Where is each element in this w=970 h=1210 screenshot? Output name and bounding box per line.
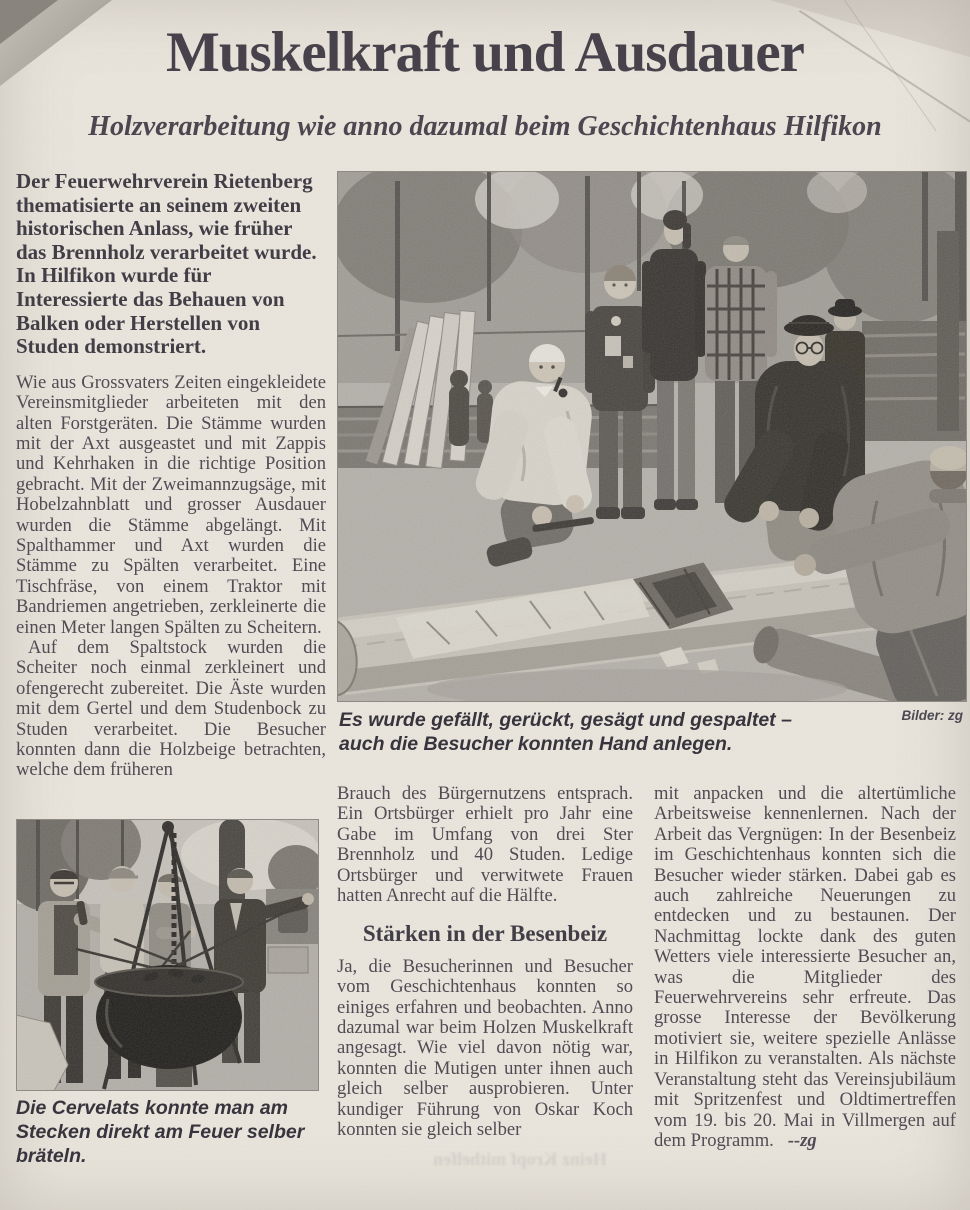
main-photo-caption: Es wurde gefällt, gerückt, gesägt und gespaltet – auch die Besucher konnten Hand anlegen.	[339, 709, 792, 755]
photo-grain-2	[16, 819, 319, 1091]
paragraph-right	[654, 784, 956, 1151]
column-left	[16, 170, 326, 781]
paragraph-mid-2: Ja, die Besucherinnen und Besucher vom Geschichtenhaus konnten so einiges erfahren und beobachten. Anno dazumal war beim Holzen Muskelkraft angesagt. Wie viel davon nötig war, konnten die Mutigen unter ihnen auch gleich selber ausprobieren. Unter kundiger Führung von Oskar Koch konnten sie gleich selber	[337, 955, 633, 1140]
photo-credit: Bilder: zg	[901, 708, 963, 723]
main-caption-row	[339, 708, 967, 756]
headline: Muskelkraft und Ausdauer	[166, 21, 804, 84]
small-photo	[16, 819, 319, 1091]
subtitle: Holzverarbeitung wie anno dazumal beim Geschichtenhaus Hilfikon	[88, 111, 882, 142]
column-middle	[337, 784, 633, 1140]
small-photo-illustration	[16, 819, 319, 1091]
subheading: Stärken in der Besenbeiz	[362, 921, 608, 947]
bleed-through-text: Heinz Kropf mithelfen	[433, 1149, 607, 1169]
small-photo-caption: Die Cervelats konnte man am Stecken direkt am Feuer selber bräteln.	[16, 1097, 305, 1167]
photo-grain	[337, 171, 967, 702]
paragraph-mid-1: Brauch des Bürgernutzens entsprach. Ein Ortsbürger erhielt pro Jahr eine Gabe im Umfang von drei Ster Brennholz und 40 Studen. Ledige Ortsbürger und verwitwete Frauen hatten Anrecht auf die Hälfte.	[337, 783, 633, 907]
paragraph-right-text: mit anpacken und die altertümliche Arbeitsweise kennenlernen. Nach der Arbeit das Vergnügen: In der Besenbeiz im Geschichtenhaus konnten sich die Besucher wieder stärken. Dabei gab es auch zahlreiche Neuerungen zu entdecken und zu bestaunen. Der Nachmittag lockte dank des guten Wetters viele interessierte Besucher an, was die Mitglieder des Feuerwehrvereins sehr erfreute. Das grosse Interesse der Bevölkerung motiviert sie, weitere spezielle Anlässe in Hilfikon zu veranstalten. Als nächste Veranstaltung steht das Vereinsjubiläum mit Spritzenfest und Oldtimertreffen vom 19. bis 20. Mai in Villmergen auf dem Programm.	[654, 783, 956, 1151]
byline: --zg	[787, 1129, 817, 1151]
main-photo	[337, 171, 967, 702]
column-right	[654, 784, 956, 1151]
paragraph-left-2: Auf dem Spaltstock wurden die Scheiter noch einmal zerkleinert und ofengerecht zubereitet. Die Äste wurden mit dem Gertel und dem Studenbock zu Studen verarbeitet. Die Besucher konnten dann die Holzbeige betrachten, welche dem früheren	[16, 637, 326, 781]
lead-paragraph: Der Feuerwehrverein Rietenberg thematisierte an seinem zweiten historischen Anlass, wie früher das Brennholz verarbeitet wurde. In Hilfikon wurde für Interessierte das Behauen von Balken oder Herstellen von Studen demonstriert.	[16, 169, 317, 359]
main-photo-illustration	[337, 171, 967, 702]
paragraph-left-1: Wie aus Grossvaters Zeiten eingekleidete Vereinsmitglieder arbeiteten mit den alten Forstgeräten. Die Stämme wurden mit der Axt ausgeastet und mit Zappis und Kehrhaken in die richtige Position gebracht. Mit der Zweimannzugsäge, mit Hobelzahnblatt und grosser Ausdauer wurden die Stämme abgelängt. Mit Spalthammer und Axt wurden die Stämme zu Spälten verarbeitet. Eine Tischfräse, von einem Traktor mit Bandriemen angetrieben, zerkleinerte die einen Meter langen Spälten zu Scheitern.	[16, 371, 326, 638]
